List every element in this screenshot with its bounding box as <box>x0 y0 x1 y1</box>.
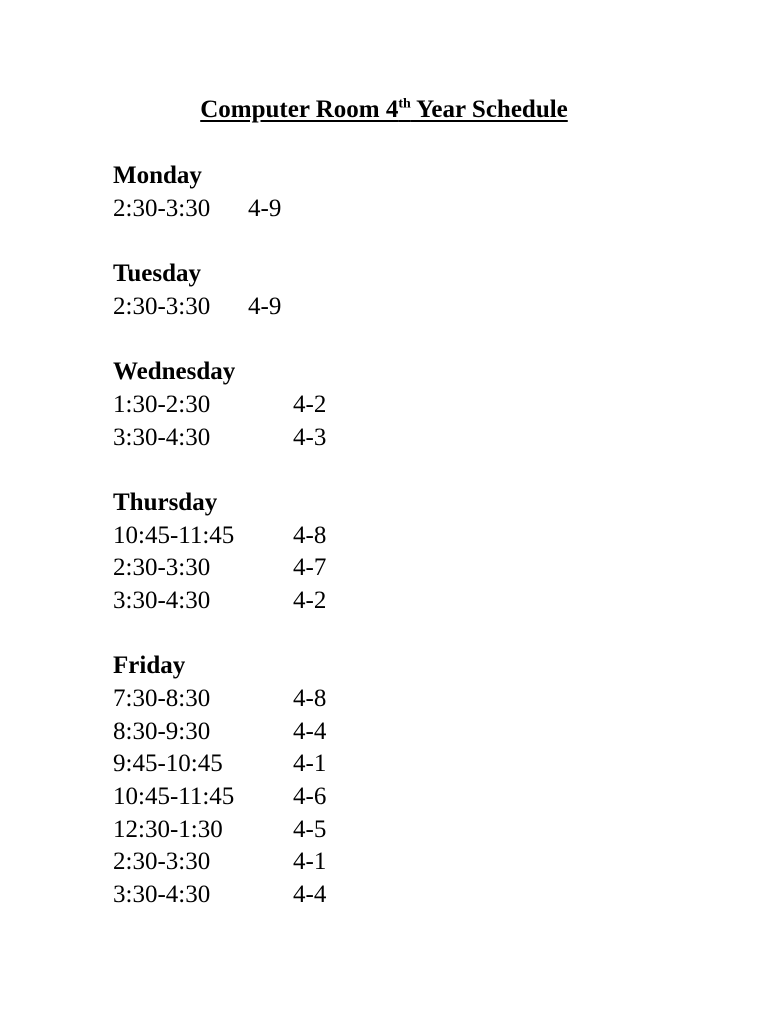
day-heading: Monday <box>113 162 202 189</box>
day-block-tuesday <box>113 258 713 323</box>
time-slot: 3:30-4:30 <box>113 881 211 909</box>
time-slot: 2:30-3:30 <box>113 848 211 876</box>
group-code: 4-2 <box>293 390 327 418</box>
time-slot: 8:30-9:30 <box>113 717 211 745</box>
title-main: Computer Room 4 <box>200 96 399 123</box>
group-code: 4-9 <box>248 292 282 320</box>
page-title <box>0 92 768 128</box>
schedule-row <box>113 585 713 618</box>
spacer <box>113 454 713 487</box>
day-block-thursday <box>113 487 713 618</box>
schedule-row <box>113 389 713 422</box>
schedule-row <box>113 846 713 879</box>
schedule-row <box>113 814 713 847</box>
time-slot: 7:30-8:30 <box>113 685 211 712</box>
day-block-monday <box>113 160 713 225</box>
day-heading: Friday <box>113 652 186 680</box>
title-rest: Year Schedule <box>410 96 568 123</box>
group-code: 4-1 <box>293 848 327 876</box>
time-slot: 2:30-3:30 <box>113 554 211 582</box>
spacer <box>113 225 713 258</box>
time-slot: 10:45-11:45 <box>113 783 235 811</box>
schedule-row <box>113 422 713 455</box>
group-code: 4-4 <box>293 881 327 909</box>
group-code: 4-4 <box>293 717 327 745</box>
group-code: 4-8 <box>293 521 327 549</box>
time-slot: 1:30-2:30 <box>113 390 211 418</box>
group-code: 4-2 <box>293 586 327 614</box>
group-code: 4-8 <box>293 685 327 712</box>
group-code: 4-9 <box>248 194 282 222</box>
time-slot: 2:30-3:30 <box>113 292 211 320</box>
group-code: 4-6 <box>293 783 327 811</box>
group-code: 4-3 <box>293 423 327 451</box>
schedule-row <box>113 683 713 716</box>
group-code: 4-1 <box>293 750 327 778</box>
time-slot: 9:45-10:45 <box>113 750 223 778</box>
time-slot: 3:30-4:30 <box>113 586 211 614</box>
spacer <box>113 618 713 651</box>
schedule-row <box>113 520 713 553</box>
title-text <box>200 96 568 123</box>
day-heading: Tuesday <box>113 260 202 288</box>
day-block-wednesday <box>113 356 713 454</box>
spacer <box>113 323 713 356</box>
schedule-row <box>113 748 713 781</box>
schedule-row <box>113 291 713 324</box>
group-code: 4-5 <box>293 815 327 843</box>
time-slot: 3:30-4:30 <box>113 423 211 451</box>
schedule-row <box>113 193 713 226</box>
time-slot: 10:45-11:45 <box>113 521 235 549</box>
day-heading: Wednesday <box>113 358 236 386</box>
group-code: 4-7 <box>293 554 327 582</box>
day-heading: Thursday <box>113 488 218 516</box>
time-slot: 12:30-1:30 <box>113 815 223 843</box>
schedule-row <box>113 552 713 585</box>
day-block-friday <box>113 650 713 912</box>
schedule-row <box>113 781 713 814</box>
schedule-row <box>113 716 713 749</box>
title-superscript: th <box>398 96 411 112</box>
schedule-row <box>113 879 713 912</box>
time-slot: 2:30-3:30 <box>113 194 211 222</box>
schedule <box>113 160 713 912</box>
